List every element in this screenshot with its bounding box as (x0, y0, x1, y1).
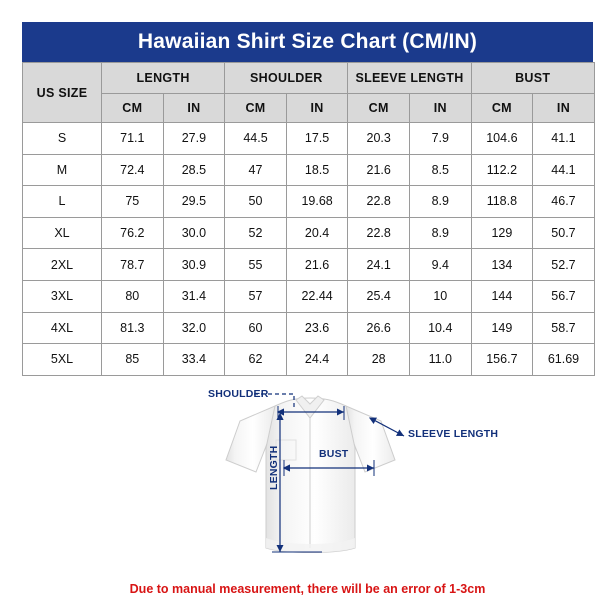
cell-sleeve-cm: 26.6 (348, 312, 410, 344)
cell-length-cm: 85 (102, 344, 164, 376)
cell-bust-in: 52.7 (533, 249, 595, 281)
table-row (23, 186, 595, 218)
cell-length-in: 31.4 (163, 280, 225, 312)
cell-bust-cm: 118.8 (471, 186, 533, 218)
unit-header-shoulder-in: IN (286, 94, 348, 123)
measurement-arrows (22, 380, 593, 575)
unit-header-bust-in: IN (533, 94, 595, 123)
cell-shoulder-cm: 62 (225, 344, 287, 376)
cell-length-in: 33.4 (163, 344, 225, 376)
label-length: LENGTH (268, 445, 280, 490)
cell-sleeve-cm: 21.6 (348, 154, 410, 186)
table-row (23, 312, 595, 344)
unit-header-length-in: IN (163, 94, 225, 123)
cell-length-cm: 71.1 (102, 123, 164, 155)
cell-sleeve-in: 7.9 (409, 123, 471, 155)
cell-bust-in: 41.1 (533, 123, 595, 155)
table-row (23, 217, 595, 249)
cell-shoulder-cm: 52 (225, 217, 287, 249)
cell-size: S (23, 123, 102, 155)
cell-sleeve-in: 10 (409, 280, 471, 312)
cell-length-cm: 72.4 (102, 154, 164, 186)
cell-bust-cm: 104.6 (471, 123, 533, 155)
cell-shoulder-cm: 55 (225, 249, 287, 281)
column-header-shoulder: SHOULDER (225, 63, 348, 94)
unit-header-sleeve-in: IN (409, 94, 471, 123)
cell-size: M (23, 154, 102, 186)
cell-sleeve-in: 9.4 (409, 249, 471, 281)
column-header-length: LENGTH (102, 63, 225, 94)
table-row (23, 249, 595, 281)
cell-sleeve-cm: 25.4 (348, 280, 410, 312)
unit-header-sleeve-cm: CM (348, 94, 410, 123)
cell-length-cm: 76.2 (102, 217, 164, 249)
measurement-error-note: Due to manual measurement, there will be an error of 1-3cm (129, 582, 486, 596)
label-shoulder: SHOULDER (208, 388, 269, 400)
cell-sleeve-in: 8.5 (409, 154, 471, 186)
cell-shoulder-in: 23.6 (286, 312, 348, 344)
cell-sleeve-cm: 22.8 (348, 217, 410, 249)
cell-length-in: 29.5 (163, 186, 225, 218)
cell-bust-in: 61.69 (533, 344, 595, 376)
cell-size: 2XL (23, 249, 102, 281)
cell-length-in: 32.0 (163, 312, 225, 344)
cell-length-cm: 78.7 (102, 249, 164, 281)
cell-sleeve-cm: 28 (348, 344, 410, 376)
cell-size: L (23, 186, 102, 218)
cell-bust-cm: 149 (471, 312, 533, 344)
cell-size: XL (23, 217, 102, 249)
unit-header-length-cm: CM (102, 94, 164, 123)
cell-length-in: 30.9 (163, 249, 225, 281)
table-row (23, 344, 595, 376)
label-bust: BUST (319, 448, 349, 460)
page-title: Hawaiian Shirt Size Chart (CM/IN) (137, 30, 478, 53)
cell-shoulder-cm: 60 (225, 312, 287, 344)
cell-shoulder-in: 24.4 (286, 344, 348, 376)
measurement-diagram (22, 380, 593, 575)
cell-shoulder-cm: 47 (225, 154, 287, 186)
label-sleeve-length: SLEEVE LENGTH (408, 428, 499, 440)
cell-sleeve-cm: 20.3 (348, 123, 410, 155)
cell-bust-cm: 112.2 (471, 154, 533, 186)
cell-sleeve-cm: 24.1 (348, 249, 410, 281)
cell-shoulder-cm: 57 (225, 280, 287, 312)
unit-header-bust-cm: CM (471, 94, 533, 123)
cell-shoulder-in: 19.68 (286, 186, 348, 218)
cell-shoulder-in: 20.4 (286, 217, 348, 249)
cell-sleeve-cm: 22.8 (348, 186, 410, 218)
cell-bust-cm: 134 (471, 249, 533, 281)
cell-sleeve-in: 8.9 (409, 186, 471, 218)
cell-bust-in: 46.7 (533, 186, 595, 218)
table-header (23, 63, 595, 123)
page-title-bar (22, 22, 593, 62)
unit-header-shoulder-cm: CM (225, 94, 287, 123)
cell-length-in: 28.5 (163, 154, 225, 186)
column-header-sleeve-length: SLEEVE LENGTH (348, 63, 471, 94)
cell-bust-in: 56.7 (533, 280, 595, 312)
cell-sleeve-in: 8.9 (409, 217, 471, 249)
cell-length-cm: 81.3 (102, 312, 164, 344)
cell-shoulder-cm: 50 (225, 186, 287, 218)
cell-shoulder-in: 21.6 (286, 249, 348, 281)
cell-shoulder-in: 17.5 (286, 123, 348, 155)
cell-sleeve-in: 10.4 (409, 312, 471, 344)
cell-length-cm: 75 (102, 186, 164, 218)
cell-bust-cm: 144 (471, 280, 533, 312)
cell-shoulder-in: 22.44 (286, 280, 348, 312)
cell-bust-in: 58.7 (533, 312, 595, 344)
cell-bust-cm: 156.7 (471, 344, 533, 376)
cell-bust-in: 44.1 (533, 154, 595, 186)
size-chart-table (22, 62, 595, 376)
cell-length-cm: 80 (102, 280, 164, 312)
cell-size: 5XL (23, 344, 102, 376)
cell-bust-in: 50.7 (533, 217, 595, 249)
table-row (23, 123, 595, 155)
table-unit-header-row (23, 94, 595, 123)
cell-shoulder-in: 18.5 (286, 154, 348, 186)
table-row (23, 280, 595, 312)
column-header-us-size: US SIZE (23, 63, 102, 123)
cell-length-in: 27.9 (163, 123, 225, 155)
cell-size: 3XL (23, 280, 102, 312)
cell-size: 4XL (23, 312, 102, 344)
table-row (23, 154, 595, 186)
table-group-header-row (23, 63, 595, 94)
cell-shoulder-cm: 44.5 (225, 123, 287, 155)
cell-bust-cm: 129 (471, 217, 533, 249)
column-header-bust: BUST (471, 63, 594, 94)
cell-length-in: 30.0 (163, 217, 225, 249)
table-body (23, 123, 595, 376)
cell-sleeve-in: 11.0 (409, 344, 471, 376)
